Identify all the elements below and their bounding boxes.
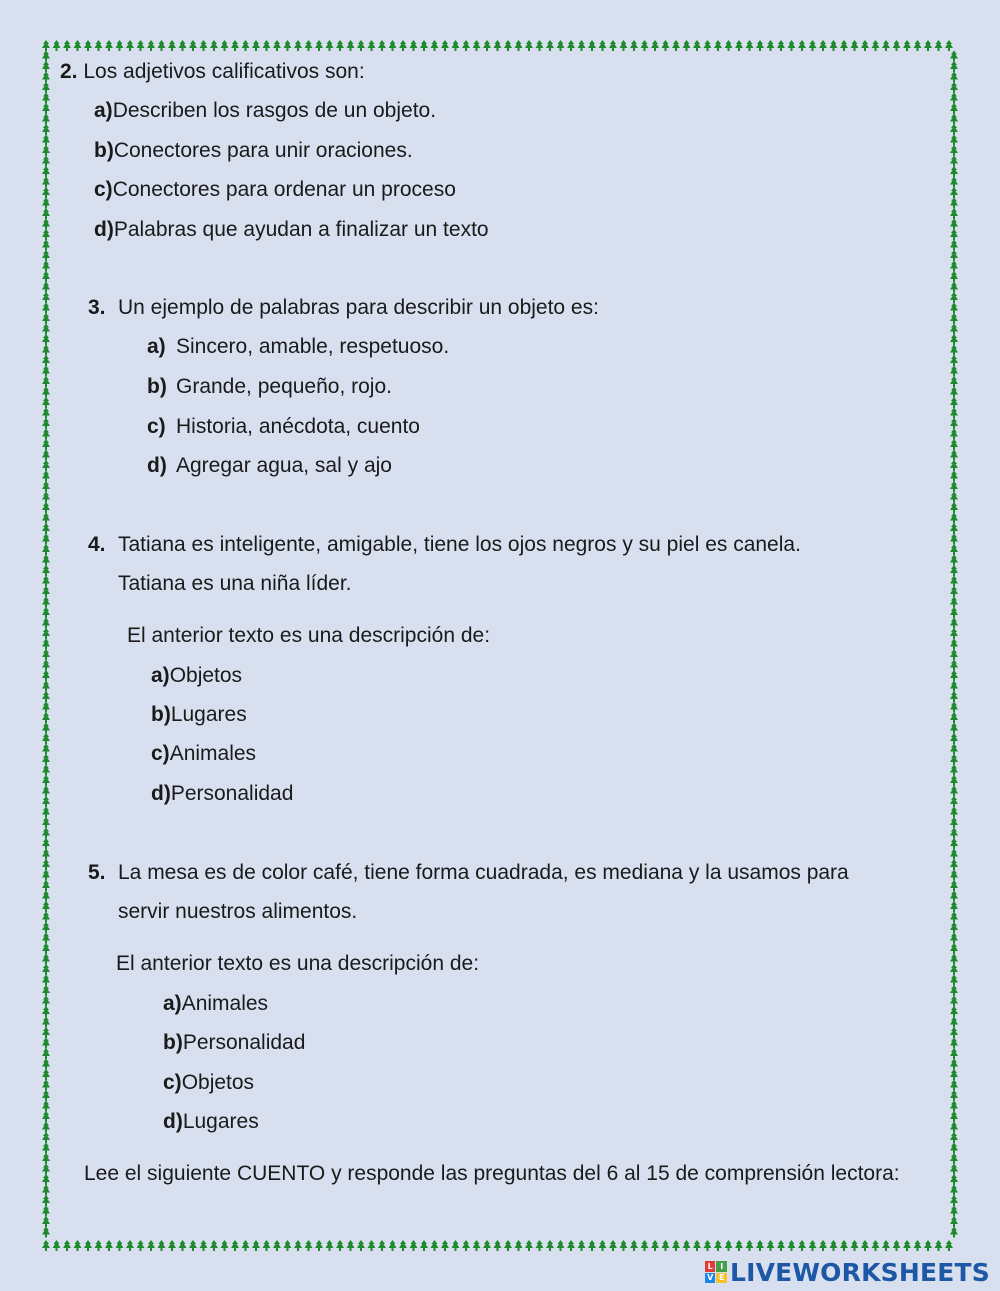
question-5-prompt <box>116 952 479 976</box>
question-text: Tatiana es inteligente, amigable, tiene los ojos negros y su piel es canela. <box>118 533 801 556</box>
question-5 <box>88 861 849 885</box>
option-text: Describen los rasgos de un objeto. <box>112 99 437 122</box>
question-4-line2 <box>118 572 352 596</box>
logo-letter: V <box>705 1273 716 1284</box>
q4-option-b[interactable] <box>151 703 247 727</box>
option-text: Historia, anécdota, cuento <box>176 415 420 438</box>
logo-letter: I <box>716 1261 727 1272</box>
question-4-prompt <box>127 624 490 648</box>
option-text: Conectores para ordenar un proceso <box>112 178 456 201</box>
option-letter: a) <box>163 992 182 1015</box>
q4-option-a[interactable] <box>151 664 242 688</box>
q3-option-c[interactable] <box>147 415 420 439</box>
q5-option-c[interactable] <box>163 1071 254 1095</box>
liveworksheets-logo[interactable] <box>705 1259 990 1285</box>
option-text: Lugares <box>170 703 247 726</box>
option-text: Objetos <box>181 1071 255 1094</box>
q3-option-a[interactable] <box>147 335 449 359</box>
option-text: Agregar agua, sal y ajo <box>176 454 392 477</box>
prompt-text: El anterior texto es una descripción de: <box>116 952 480 975</box>
question-4 <box>88 533 801 557</box>
option-text: Objetos <box>169 664 243 687</box>
option-text: Palabras que ayudan a finalizar un texto <box>113 218 489 241</box>
question-number: 3. <box>88 296 106 319</box>
option-letter: b) <box>147 375 167 398</box>
option-letter: c) <box>163 1071 182 1094</box>
q2-option-d[interactable] <box>94 218 489 242</box>
q5-option-a[interactable] <box>163 992 268 1016</box>
prompt-text: El anterior texto es una descripción de: <box>127 624 491 647</box>
option-text: Sincero, amable, respetuoso. <box>176 335 450 358</box>
q2-option-a[interactable] <box>94 99 436 123</box>
option-letter: d) <box>163 1110 183 1133</box>
option-text: Animales <box>169 742 257 765</box>
question-2 <box>60 60 365 84</box>
option-text: Animales <box>181 992 269 1015</box>
option-letter: c) <box>94 178 113 201</box>
question-5-line2 <box>118 900 357 924</box>
option-letter: d) <box>147 454 167 477</box>
option-letter: a) <box>147 335 166 358</box>
option-text: Lugares <box>182 1110 259 1133</box>
option-text: Personalidad <box>182 1031 306 1054</box>
option-letter: c) <box>151 742 170 765</box>
question-text: Los adjetivos calificativos son: <box>83 60 365 83</box>
logo-text: LIVEWORKSHEETS <box>729 1257 990 1287</box>
question-3 <box>88 296 599 320</box>
option-letter: a) <box>94 99 113 122</box>
question-number: 2. <box>60 60 78 83</box>
question-number: 4. <box>88 533 106 556</box>
q3-option-b[interactable] <box>147 375 392 399</box>
logo-icon <box>705 1261 727 1283</box>
option-text: Personalidad <box>170 782 294 805</box>
question-text: Tatiana es una niña líder. <box>118 572 352 595</box>
q4-option-c[interactable] <box>151 742 256 766</box>
question-text: La mesa es de color café, tiene forma cuadrada, es mediana y la usamos para <box>118 861 849 884</box>
option-letter: b) <box>163 1031 183 1054</box>
q3-option-d[interactable] <box>147 454 392 478</box>
logo-letter: L <box>705 1261 716 1272</box>
option-letter: b) <box>94 139 114 162</box>
q5-option-b[interactable] <box>163 1031 305 1055</box>
q4-option-d[interactable] <box>151 782 293 806</box>
question-text: servir nuestros alimentos. <box>118 900 358 923</box>
option-letter: d) <box>151 782 171 805</box>
option-letter: c) <box>147 415 166 438</box>
question-text: Un ejemplo de palabras para describir un objeto es: <box>118 296 599 319</box>
reading-instruction: Lee el siguiente CUENTO y responde las preguntas del 6 al 15 de comprensión lectora: <box>84 1162 900 1185</box>
option-letter: a) <box>151 664 170 687</box>
option-text: Grande, pequeño, rojo. <box>176 375 392 398</box>
question-number: 5. <box>88 861 106 884</box>
q2-option-c[interactable] <box>94 178 456 202</box>
option-text: Conectores para unir oraciones. <box>113 139 413 162</box>
logo-letter: E <box>716 1273 727 1284</box>
q2-option-b[interactable] <box>94 139 413 163</box>
option-letter: b) <box>151 703 171 726</box>
q5-option-d[interactable] <box>163 1110 259 1134</box>
option-letter: d) <box>94 218 114 241</box>
